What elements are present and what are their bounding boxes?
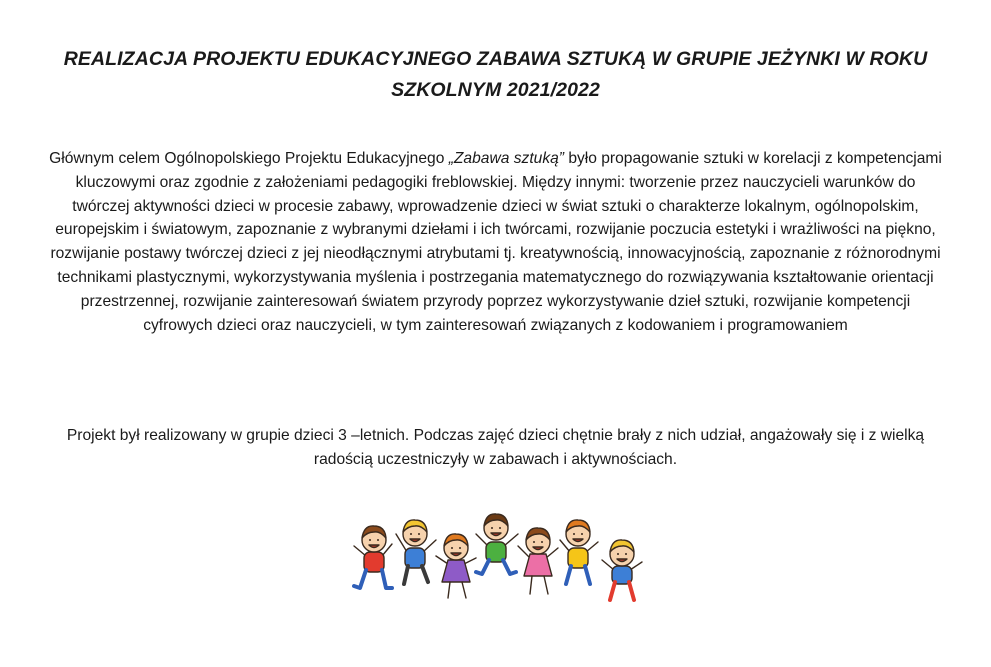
child-figure-1 xyxy=(354,526,392,588)
document-title: REALIZACJA PROJEKTU EDUKACYJNEGO ZABAWA SZTUKĄ W GRUPIE JEŻYNKI W ROKU SZKOLNYM 2021/2022 xyxy=(63,48,928,101)
child-figure-6 xyxy=(560,520,598,584)
child-figure-2 xyxy=(396,520,436,584)
paragraph-project-goals-start: Głównym celem Ogólnopolskiego Projektu Edukacyjnego xyxy=(49,150,449,167)
child-figure-5 xyxy=(518,528,558,594)
project-name-emphasis: „Zabawa sztuką” xyxy=(448,150,564,167)
child-figure-4 xyxy=(476,514,518,574)
paragraph-project-goals xyxy=(46,147,945,337)
child-figure-3 xyxy=(436,534,476,598)
paragraph-project-realization: Projekt był realizowany w grupie dzieci 3 –letnich. Podczas zajęć dzieci chętnie brały z nich udział, angażowały się i z wielką radością uczestniczyły w zabawach i aktywnościach. xyxy=(66,427,925,468)
jumping-children-illustration xyxy=(352,512,644,604)
paragraph-project-goals-end: było propagowanie sztuki w korelacji z kompetencjami kluczowymi oraz zgodnie z założeniami pedagogiki freblowskiej. Między innymi: tworzenie przez nauczycieli warunków do twórczej aktywności dzieci w procesie zabawy, wprowadzenie dzieci w świat sztuki o charakterze lokalnym, ogólnopolskim, europejskim i światowym, zapoznanie z wybranymi dziełami i ich twórcami, rozwijanie poczucia estetyki i wrażliwości na piękno, rozwijanie postawy twórczej dzieci z jej nieodłącznymi atrybutami tj. kreatywnością, innowacyjnością, zapoznanie z różnorodnymi technikami plastycznymi, wykorzystywania myślenia i postrzegania matematycznego do rozwiązywania kształtowanie orientacji przestrzennej, rozwijanie zainteresowań światem przyrody poprzez wykorzystywanie dzieł sztuki, rozwijanie kompetencji cyfrowych dzieci oraz nauczycieli, w tym zainteresowań związanych z kodowaniem i programowaniem xyxy=(50,150,942,334)
child-figure-7 xyxy=(602,540,642,600)
